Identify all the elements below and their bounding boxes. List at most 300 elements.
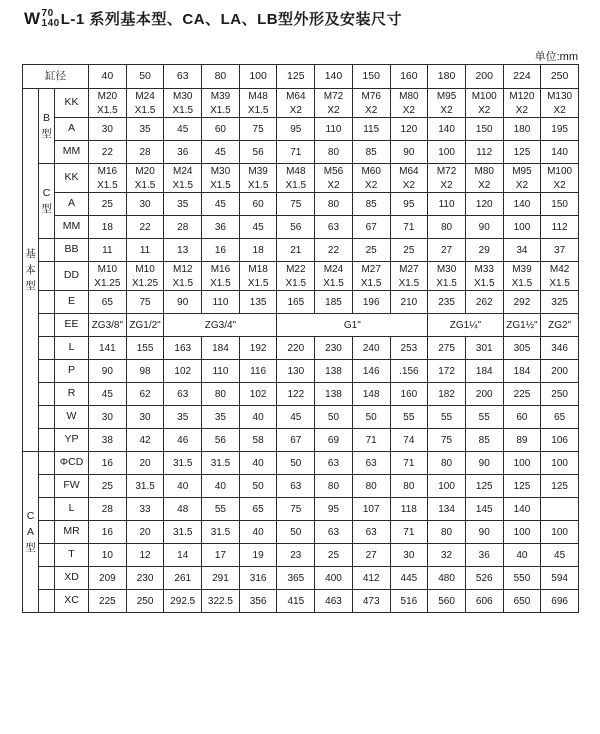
cell: 22: [315, 239, 353, 262]
cell: M60: [352, 164, 390, 179]
cell: 261: [164, 567, 202, 590]
cell: 141: [89, 337, 127, 360]
row-label-YP: YP: [55, 429, 89, 452]
cell: M76: [352, 89, 390, 104]
cell: X2: [465, 103, 503, 118]
spacer-cell: [39, 262, 55, 291]
cell: 346: [541, 337, 579, 360]
cell: 85: [465, 429, 503, 452]
cell: 90: [465, 452, 503, 475]
cell: 110: [315, 118, 353, 141]
cell: M64: [390, 164, 428, 179]
cell: X1.5: [89, 178, 127, 193]
cell: M20: [89, 89, 127, 104]
row-label-EE: EE: [55, 314, 89, 337]
cell: X2: [390, 178, 428, 193]
cell: 25: [89, 193, 127, 216]
cell: 102: [239, 383, 277, 406]
header-bore-4: 100: [239, 65, 277, 89]
cell: M48: [239, 89, 277, 104]
group-label-ca: C A 型: [23, 452, 39, 613]
cell: M72: [428, 164, 466, 179]
cell: 182: [428, 383, 466, 406]
row-label-KK: KK: [55, 164, 89, 193]
cell: M72: [315, 89, 353, 104]
table-row: [23, 475, 579, 498]
cell-merged-5: ZG1½": [503, 314, 541, 337]
row-label-R: R: [55, 383, 89, 406]
cell: M10: [89, 262, 127, 277]
cell: 95: [277, 118, 315, 141]
cell: 118: [390, 498, 428, 521]
cell: M80: [465, 164, 503, 179]
cell: M42: [541, 262, 579, 277]
row-label-P: P: [55, 360, 89, 383]
cell: 85: [352, 193, 390, 216]
cell: M39: [503, 262, 541, 277]
cell: 23: [277, 544, 315, 567]
cell: 100: [503, 216, 541, 239]
cell: 163: [164, 337, 202, 360]
cell: 75: [428, 429, 466, 452]
cell: 445: [390, 567, 428, 590]
cell: 60: [503, 406, 541, 429]
cell: 100: [503, 452, 541, 475]
cell: 35: [164, 193, 202, 216]
cell: 63: [164, 383, 202, 406]
row-label-ΦCD: ΦCD: [55, 452, 89, 475]
cell: X1.5: [315, 276, 353, 291]
cell: 63: [315, 521, 353, 544]
cell: 45: [202, 193, 240, 216]
table-row: [23, 216, 579, 239]
cell: 165: [277, 291, 315, 314]
cell: 95: [315, 498, 353, 521]
cell: 200: [465, 383, 503, 406]
cell: 45: [239, 216, 277, 239]
table-row: [23, 337, 579, 360]
cell: M27: [352, 262, 390, 277]
cell: 107: [352, 498, 390, 521]
cell: 42: [126, 429, 164, 452]
sub-label-b: B 型: [39, 89, 55, 164]
cell: 322.5: [202, 590, 240, 613]
cell: X1.5: [164, 103, 202, 118]
table-header-row: [23, 65, 579, 89]
cell: 71: [277, 141, 315, 164]
cell: 80: [352, 475, 390, 498]
cell: 31.5: [202, 521, 240, 544]
cell: 100: [541, 521, 579, 544]
cell: X1.25: [126, 276, 164, 291]
page-title: [24, 8, 402, 31]
cell: 33: [126, 498, 164, 521]
header-bore-10: 200: [465, 65, 503, 89]
header-bore-8: 160: [390, 65, 428, 89]
cell-merged-1: ZG1/2": [126, 314, 164, 337]
cell: X1.5: [239, 103, 277, 118]
cell: 305: [503, 337, 541, 360]
cell: 80: [428, 452, 466, 475]
cell: 40: [202, 475, 240, 498]
cell: 45: [89, 383, 127, 406]
cell: X1.5: [277, 178, 315, 193]
cell: 415: [277, 590, 315, 613]
cell: 115: [352, 118, 390, 141]
cell: M30: [202, 164, 240, 179]
cell: 606: [465, 590, 503, 613]
cell: 56: [277, 216, 315, 239]
cell: 32: [428, 544, 466, 567]
cell: X2: [352, 103, 390, 118]
cell: 122: [277, 383, 315, 406]
table-row: [23, 141, 579, 164]
cell: X1.5: [390, 276, 428, 291]
cell: X1.5: [465, 276, 503, 291]
cell: 11: [126, 239, 164, 262]
header-bore-9: 180: [428, 65, 466, 89]
cell-merged-0: ZG3/8": [89, 314, 127, 337]
spacer-cell: [39, 383, 55, 406]
cell: M16: [202, 262, 240, 277]
cell: 195: [541, 118, 579, 141]
cell: M30: [164, 89, 202, 104]
cell: 262: [465, 291, 503, 314]
cell: 13: [164, 239, 202, 262]
header-bore-12: 250: [541, 65, 579, 89]
cell: 22: [89, 141, 127, 164]
cell: X2: [428, 103, 466, 118]
cell: 98: [126, 360, 164, 383]
cell: 125: [503, 475, 541, 498]
cell: 31.5: [126, 475, 164, 498]
table-row: [23, 360, 579, 383]
cell: 63: [315, 216, 353, 239]
cell: 30: [390, 544, 428, 567]
cell-merged-6: ZG2": [541, 314, 579, 337]
row-label-A: A: [55, 118, 89, 141]
cell: M100: [465, 89, 503, 104]
cell-merged-3: G1": [277, 314, 428, 337]
cell: 10: [89, 544, 127, 567]
cell: 67: [352, 216, 390, 239]
cell: 75: [277, 193, 315, 216]
cell: 16: [89, 452, 127, 475]
cell: 65: [239, 498, 277, 521]
cell: 473: [352, 590, 390, 613]
cell: 28: [164, 216, 202, 239]
cell: 37: [541, 239, 579, 262]
cell: X1.5: [503, 276, 541, 291]
spacer-cell: [39, 429, 55, 452]
cell: 250: [541, 383, 579, 406]
table-row: [23, 567, 579, 590]
cell: 90: [465, 521, 503, 544]
cell: M100: [541, 164, 579, 179]
cell: 112: [541, 216, 579, 239]
table-row: [23, 193, 579, 216]
cell: 150: [465, 118, 503, 141]
cell: 400: [315, 567, 353, 590]
row-label-MM: MM: [55, 216, 89, 239]
cell: 184: [503, 360, 541, 383]
cell: X1.5: [126, 103, 164, 118]
spacer-cell: [39, 239, 55, 262]
cell: 100: [541, 452, 579, 475]
cell: 125: [541, 475, 579, 498]
cell: 209: [89, 567, 127, 590]
cell: 31.5: [164, 521, 202, 544]
cell: 140: [503, 498, 541, 521]
cell: 140: [541, 141, 579, 164]
row-label-FW: FW: [55, 475, 89, 498]
cell: 18: [239, 239, 277, 262]
cell: 291: [202, 567, 240, 590]
row-label-DD: DD: [55, 262, 89, 291]
cell: 25: [89, 475, 127, 498]
cell: 58: [239, 429, 277, 452]
cell: 65: [89, 291, 127, 314]
cell: M22: [277, 262, 315, 277]
cell: 365: [277, 567, 315, 590]
row-label-BB: BB: [55, 239, 89, 262]
cell: 27: [352, 544, 390, 567]
cell: 185: [315, 291, 353, 314]
cell: M24: [315, 262, 353, 277]
cell: X2: [352, 178, 390, 193]
row-label-MR: MR: [55, 521, 89, 544]
cell: 100: [428, 141, 466, 164]
cell: M24: [126, 89, 164, 104]
cell: 75: [126, 291, 164, 314]
row-label-A: A: [55, 193, 89, 216]
cell: 110: [202, 360, 240, 383]
cell: M95: [503, 164, 541, 179]
cell: 275: [428, 337, 466, 360]
row-label-E: E: [55, 291, 89, 314]
cell: 63: [352, 521, 390, 544]
spacer-cell: [39, 337, 55, 360]
cell: M80: [390, 89, 428, 104]
cell: 180: [503, 118, 541, 141]
cell: 12: [126, 544, 164, 567]
cell: 69: [315, 429, 353, 452]
spacer-cell: [39, 452, 55, 475]
cell: 28: [89, 498, 127, 521]
spacer-cell: [39, 360, 55, 383]
table-row: [23, 429, 579, 452]
cell: 11: [89, 239, 127, 262]
cell: 85: [352, 141, 390, 164]
spacer-cell: [39, 291, 55, 314]
cell: 31.5: [202, 452, 240, 475]
cell: X1.5: [239, 276, 277, 291]
group-label-basic: 基 本 型: [23, 89, 39, 452]
table-row: [23, 89, 579, 104]
cell: 18: [89, 216, 127, 239]
cell: 80: [315, 141, 353, 164]
cell: 120: [390, 118, 428, 141]
cell: 55: [465, 406, 503, 429]
cell: M64: [277, 89, 315, 104]
cell: X2: [277, 103, 315, 118]
cell: 412: [352, 567, 390, 590]
cell: 30: [126, 406, 164, 429]
row-label-XD: XD: [55, 567, 89, 590]
cell: 63: [277, 475, 315, 498]
row-label-L: L: [55, 498, 89, 521]
cell: X1.5: [202, 103, 240, 118]
table-row: [23, 262, 579, 277]
cell: 160: [390, 383, 428, 406]
cell: M130: [541, 89, 579, 104]
cell: 145: [465, 498, 503, 521]
cell: M18: [239, 262, 277, 277]
table-row: [23, 383, 579, 406]
cell: 210: [390, 291, 428, 314]
cell: X1.25: [89, 276, 127, 291]
cell: 20: [126, 521, 164, 544]
header-bore-label: 缸径: [23, 65, 89, 89]
cell: 28: [126, 141, 164, 164]
cell: 38: [89, 429, 127, 452]
cell: 19: [239, 544, 277, 567]
table-row: [23, 452, 579, 475]
cell: 253: [390, 337, 428, 360]
cell: 100: [503, 521, 541, 544]
cell: M120: [503, 89, 541, 104]
cell: 106: [541, 429, 579, 452]
cell: 63: [352, 452, 390, 475]
cell: M10: [126, 262, 164, 277]
cell: 184: [202, 337, 240, 360]
cell: 29: [465, 239, 503, 262]
dimensions-table: [22, 64, 579, 613]
cell: 140: [503, 193, 541, 216]
cell: 60: [202, 118, 240, 141]
spacer-cell: [39, 521, 55, 544]
cell: M16: [89, 164, 127, 179]
header-bore-7: 150: [352, 65, 390, 89]
cell: X1.5: [89, 103, 127, 118]
cell: 138: [315, 360, 353, 383]
table-row: [23, 544, 579, 567]
cell: 250: [126, 590, 164, 613]
cell: M30: [428, 262, 466, 277]
cell: X1.5: [541, 276, 579, 291]
cell: 90: [390, 141, 428, 164]
cell: 316: [239, 567, 277, 590]
cell: 110: [428, 193, 466, 216]
cell: 230: [315, 337, 353, 360]
cell: 140: [428, 118, 466, 141]
cell: 36: [465, 544, 503, 567]
cell: M56: [315, 164, 353, 179]
cell: X2: [465, 178, 503, 193]
cell: 45: [202, 141, 240, 164]
row-label-T: T: [55, 544, 89, 567]
spacer-cell: [39, 475, 55, 498]
spacer-cell: [39, 590, 55, 613]
cell: [541, 498, 579, 521]
header-bore-1: 50: [126, 65, 164, 89]
cell: 116: [239, 360, 277, 383]
cell: 16: [89, 521, 127, 544]
spacer-cell: [39, 314, 55, 337]
cell: 292.5: [164, 590, 202, 613]
cell: X2: [541, 103, 579, 118]
cell: 146: [352, 360, 390, 383]
cell: 125: [503, 141, 541, 164]
cell: 200: [541, 360, 579, 383]
cell: X2: [503, 178, 541, 193]
cell: 45: [541, 544, 579, 567]
table-row: [23, 314, 579, 337]
cell: 45: [277, 406, 315, 429]
row-label-L: L: [55, 337, 89, 360]
cell: X1.5: [202, 178, 240, 193]
cell: 112: [465, 141, 503, 164]
cell: X2: [541, 178, 579, 193]
cell: 30: [126, 193, 164, 216]
sub-label-c: C 型: [39, 164, 55, 239]
cell: X2: [390, 103, 428, 118]
cell: 46: [164, 429, 202, 452]
cell: 21: [277, 239, 315, 262]
cell: X1.5: [428, 276, 466, 291]
cell: 155: [126, 337, 164, 360]
cell: 71: [390, 452, 428, 475]
cell: 356: [239, 590, 277, 613]
table-row: [23, 291, 579, 314]
header-bore-2: 63: [164, 65, 202, 89]
cell: 40: [239, 521, 277, 544]
cell: 40: [164, 475, 202, 498]
cell: 150: [541, 193, 579, 216]
cell: 40: [503, 544, 541, 567]
cell: 36: [164, 141, 202, 164]
cell: 235: [428, 291, 466, 314]
cell: 67: [277, 429, 315, 452]
cell: M39: [239, 164, 277, 179]
cell: X1.5: [202, 276, 240, 291]
table-row: [23, 521, 579, 544]
header-bore-0: 40: [89, 65, 127, 89]
cell: 25: [352, 239, 390, 262]
cell: 55: [390, 406, 428, 429]
cell: 65: [541, 406, 579, 429]
cell: .156: [390, 360, 428, 383]
cell: 90: [465, 216, 503, 239]
cell: X2: [315, 178, 353, 193]
cell: 80: [428, 216, 466, 239]
cell: 50: [277, 452, 315, 475]
row-label-KK: KK: [55, 89, 89, 118]
cell: 80: [428, 521, 466, 544]
cell: 27: [428, 239, 466, 262]
header-bore-5: 125: [277, 65, 315, 89]
cell: 63: [315, 452, 353, 475]
spacer-cell: [39, 406, 55, 429]
cell: 196: [352, 291, 390, 314]
cell: 172: [428, 360, 466, 383]
title-fraction: [42, 9, 60, 30]
cell: M24: [164, 164, 202, 179]
cell: 62: [126, 383, 164, 406]
row-label-W: W: [55, 406, 89, 429]
cell: M12: [164, 262, 202, 277]
cell: 40: [239, 406, 277, 429]
